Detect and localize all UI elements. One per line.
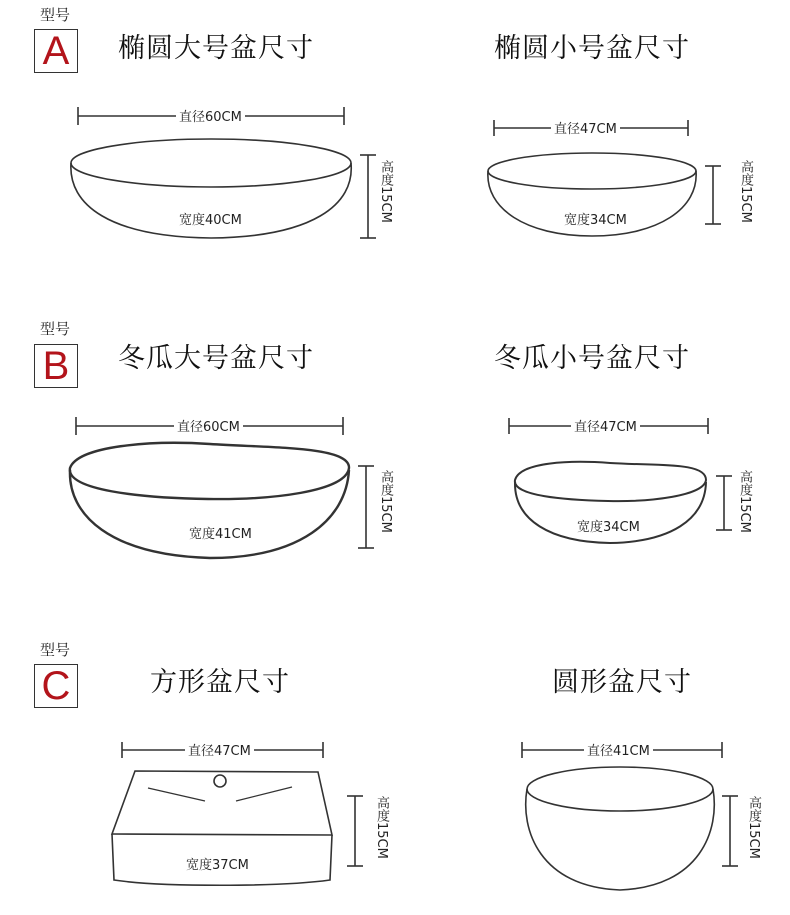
dimension-line-c-right-height (722, 796, 738, 866)
title-square: 方形盆尺寸 (150, 667, 290, 698)
width-label-winter-melon-small: 宽度34CM (577, 520, 640, 535)
title-round: 圆形盆尺寸 (552, 667, 692, 698)
width-label-oval-large: 宽度40CM (179, 213, 242, 228)
diameter-label-oval-large: 直径60CM (176, 106, 245, 125)
dimension-line-a-right-height (705, 166, 721, 224)
height-label-winter-melon-small: 高度15CM (737, 470, 752, 533)
title-oval-small: 椭圆小号盆尺寸 (494, 33, 690, 64)
title-oval-large: 椭圆大号盆尺寸 (118, 33, 314, 64)
width-label-winter-melon-large: 宽度41CM (189, 527, 252, 542)
model-letter-b: B (34, 344, 78, 388)
type-label-c: 型号 (40, 641, 71, 659)
type-label-b: 型号 (40, 320, 71, 338)
dimension-line-a-left-height (360, 155, 376, 238)
title-winter-melon-small: 冬瓜小号盆尺寸 (494, 343, 690, 374)
height-label-winter-melon-large: 高度15CM (378, 470, 393, 533)
height-label-round: 高度15CM (746, 796, 761, 859)
title-winter-melon-large: 冬瓜大号盆尺寸 (118, 343, 314, 374)
diameter-label-winter-melon-small: 直径47CM (571, 416, 640, 435)
diameter-label-square: 直径47CM (185, 740, 254, 759)
width-label-square: 宽度37CM (186, 858, 249, 873)
dimension-line-b-left-height (358, 466, 374, 548)
height-label-oval-small: 高度15CM (738, 160, 753, 223)
diameter-label-oval-small: 直径47CM (551, 118, 620, 137)
height-label-square: 高度15CM (374, 796, 389, 859)
model-letter-a: A (34, 29, 78, 73)
type-label-a: 型号 (40, 6, 71, 24)
dimension-line-b-right-height (716, 476, 732, 530)
diameter-label-winter-melon-large: 直径60CM (174, 416, 243, 435)
diameter-label-round: 直径41CM (584, 740, 653, 759)
round-basin-shape (526, 767, 715, 890)
model-letter-c: C (34, 664, 78, 708)
dimension-line-c-left-height (347, 796, 363, 866)
width-label-oval-small: 宽度34CM (564, 213, 627, 228)
height-label-oval-large: 高度15CM (378, 160, 393, 223)
